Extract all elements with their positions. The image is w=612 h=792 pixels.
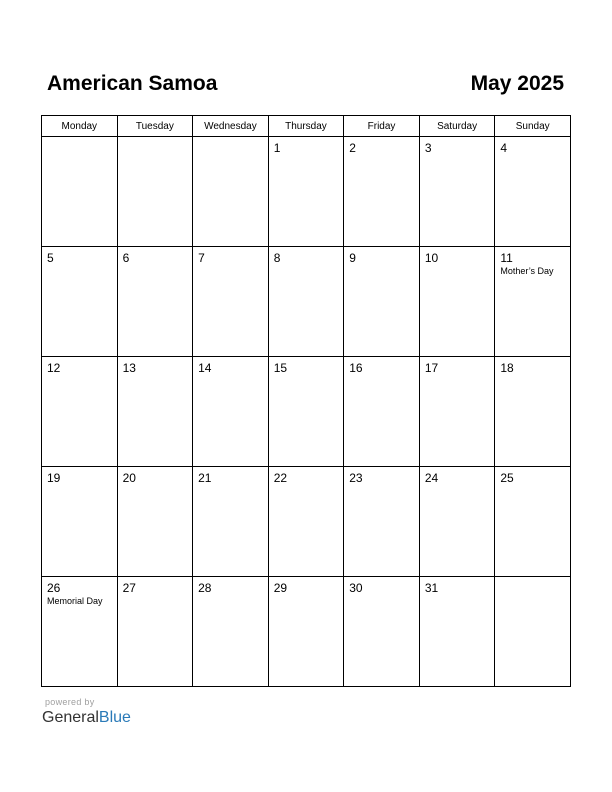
day-number: 3	[424, 141, 432, 155]
day-cell	[419, 357, 495, 467]
day-cell	[117, 247, 193, 357]
day-number: 16	[349, 361, 363, 375]
day-cell	[268, 357, 344, 467]
day-number: 12	[47, 361, 61, 375]
day-cell	[193, 357, 269, 467]
day-number: 22	[273, 471, 288, 485]
day-number: 15	[273, 361, 288, 375]
day-number	[42, 137, 117, 141]
day-number: 31	[424, 581, 439, 595]
day-cell	[268, 247, 344, 357]
day-cell	[419, 577, 495, 687]
day-number: 17	[424, 361, 439, 375]
day-number: 30	[349, 581, 363, 595]
week-row	[42, 247, 571, 357]
day-number	[193, 137, 268, 141]
day-cell	[344, 247, 420, 357]
week-row	[42, 357, 571, 467]
holiday-label: Mother’s Day	[500, 266, 554, 276]
day-number: 27	[122, 581, 136, 595]
logo-text-general: General	[42, 709, 99, 726]
day-cell	[495, 577, 571, 687]
day-cell	[193, 577, 269, 687]
week-row	[42, 467, 571, 577]
day-number: 10	[424, 251, 439, 265]
day-number: 7	[198, 251, 205, 265]
day-cell	[117, 577, 193, 687]
day-number: 14	[198, 361, 212, 375]
day-cell	[193, 247, 269, 357]
day-cell	[117, 137, 193, 247]
generalblue-logo[interactable]	[42, 708, 131, 728]
day-number: 29	[273, 581, 288, 595]
day-cell	[193, 467, 269, 577]
day-number: 24	[424, 471, 439, 485]
day-cell	[419, 247, 495, 357]
day-cell	[344, 577, 420, 687]
weekday-header: Monday	[42, 116, 118, 137]
day-cell	[117, 357, 193, 467]
day-number: 21	[198, 471, 212, 485]
calendar-grid	[41, 115, 571, 687]
day-number: 28	[198, 581, 212, 595]
weekday-header: Tuesday	[117, 116, 193, 137]
region-title: American Samoa	[47, 72, 218, 95]
weekday-header-row	[42, 116, 571, 137]
day-cell	[42, 467, 118, 577]
day-number: 23	[349, 471, 363, 485]
day-cell	[268, 577, 344, 687]
day-cell	[268, 467, 344, 577]
day-number: 11	[500, 251, 513, 265]
weekday-header: Sunday	[495, 116, 571, 137]
day-cell	[42, 137, 118, 247]
day-cell	[268, 137, 344, 247]
day-number: 26	[47, 581, 61, 595]
day-number: 13	[122, 361, 136, 375]
weekday-header: Saturday	[419, 116, 495, 137]
day-cell	[42, 247, 118, 357]
day-cell	[495, 137, 571, 247]
holiday-label: Memorial Day	[47, 596, 103, 606]
powered-by-text: powered by	[45, 697, 95, 707]
day-cell	[344, 357, 420, 467]
day-number	[495, 577, 570, 581]
day-cell	[344, 137, 420, 247]
day-number: 25	[500, 471, 514, 485]
day-cell	[495, 357, 571, 467]
day-number: 19	[47, 471, 61, 485]
weekday-header: Friday	[344, 116, 420, 137]
week-row	[42, 137, 571, 247]
week-row	[42, 577, 571, 687]
day-number: 6	[122, 251, 130, 265]
day-cell	[344, 467, 420, 577]
day-number: 4	[500, 141, 508, 155]
day-cell	[419, 467, 495, 577]
day-cell	[42, 577, 118, 687]
day-number	[118, 137, 193, 141]
day-number: 9	[349, 251, 356, 265]
logo-text-blue: Blue	[98, 709, 131, 726]
day-number: 18	[500, 361, 514, 375]
day-number: 1	[273, 141, 281, 155]
weekday-header: Wednesday	[193, 116, 269, 137]
day-cell	[495, 467, 571, 577]
day-number: 20	[122, 471, 136, 485]
weekday-header: Thursday	[268, 116, 344, 137]
day-cell	[42, 357, 118, 467]
day-number: 8	[273, 251, 281, 265]
day-number: 5	[47, 251, 54, 265]
day-number: 2	[349, 141, 356, 155]
day-cell	[419, 137, 495, 247]
day-cell	[193, 137, 269, 247]
day-cell	[117, 467, 193, 577]
day-cell	[495, 247, 571, 357]
month-year-title: May 2025	[470, 72, 564, 95]
